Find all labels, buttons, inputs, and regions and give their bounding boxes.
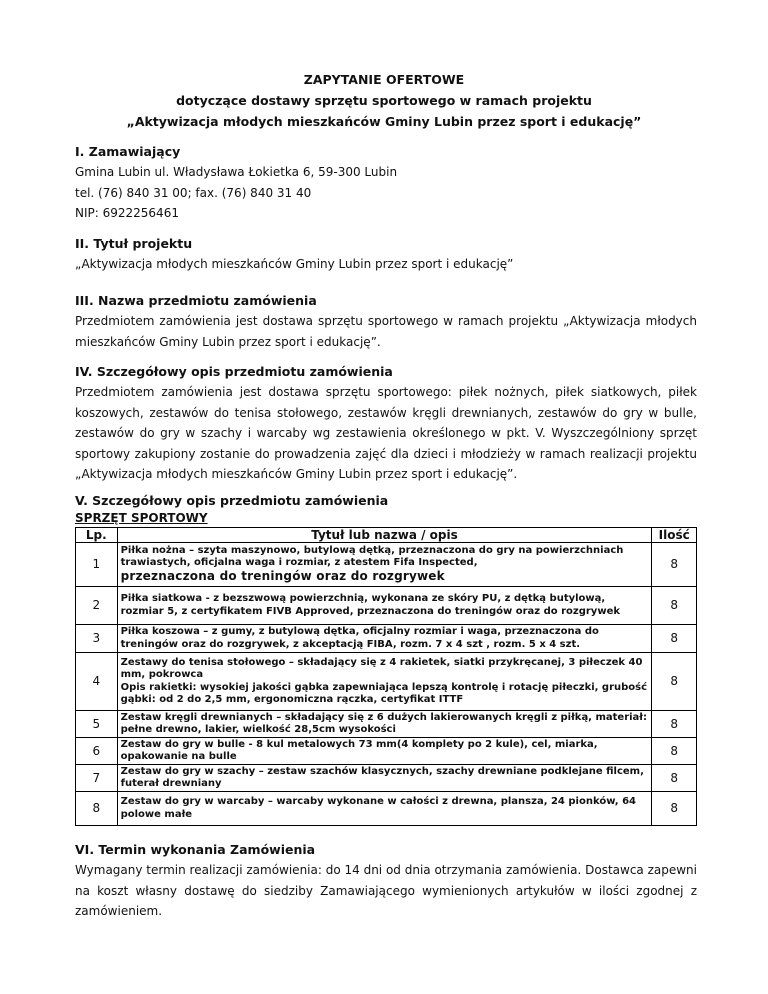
row-quantity: 8 [652, 765, 697, 792]
table-row [76, 653, 697, 711]
row-number: 1 [76, 543, 118, 587]
section-title: II. Tytuł projektu [75, 236, 193, 251]
column-header-lp: Lp. [76, 528, 118, 543]
header-subtitle: dotyczące dostawy sprzętu sportowego w ramach projektu [176, 93, 592, 108]
table-row [76, 625, 697, 653]
row-description: Zestaw kręgli drewnianych – składający się z 6 dużych lakierowanych kręgli z piłką, materiał: pełne drewno, lakier, wielkość 28,5cm wysokości [117, 711, 652, 738]
row-number: 3 [76, 625, 118, 653]
address-line: Gmina Lubin ul. Władysława Łokietka 6, 59-300 Lubin [75, 165, 398, 179]
section-order-name [75, 291, 697, 352]
row-number: 6 [76, 738, 118, 765]
nip-line: NIP: 6922256461 [75, 206, 179, 220]
section-text: Przedmiotem zamówienia jest dostawa sprzętu sportowego: piłek nożnych, piłek siatkowych, piłek koszowych, zestawów do tenisa stołowego, zestawów kręgli drewnianych, zestawów do gry w bulle, zestawów do gry w szachy i warcaby wg zestawienia określonego w pkt. V. Wyszczególniony sprzęt sportowy zakupiony zostanie do prowadzenia zajęć dla dzieci i młodzieży w ramach realizacji projektu „Aktywizacja młodych mieszkańców Gminy Lubin przez sport i edukację”. [75, 385, 697, 481]
column-header-name: Tytuł lub nazwa / opis [117, 528, 652, 543]
column-header-qty: Ilość [652, 528, 697, 543]
row-number: 2 [76, 587, 118, 625]
row-quantity: 8 [652, 711, 697, 738]
table-row [76, 765, 697, 792]
section-title: VI. Termin wykonania Zamówienia [75, 842, 316, 857]
section-text: Wymagany termin realizacji zamówienia: do 14 dni od dnia otrzymania zamówienia. Dostawca zapewni na koszt własny dostawę do siedziby Zamawiającego wymienionych artykułów w ilości zgodnej z zamówieniem. [75, 863, 697, 918]
description-text: Zestawy do tenisa stołowego – składający się z 4 rakietek, siatki przykręcanej, 3 piłeczek 40 mm, pokrowca [120, 656, 643, 681]
row-quantity: 8 [652, 543, 697, 587]
row-number: 5 [76, 711, 118, 738]
table-row [76, 738, 697, 765]
table-row [76, 711, 697, 738]
row-description [117, 543, 652, 587]
table-row [76, 543, 697, 587]
section-text: Przedmiotem zamówienia jest dostawa sprzętu sportowego w ramach projektu „Aktywizacja młodych mieszkańców Gminy Lubin przez sport i edukację”. [75, 314, 697, 349]
row-number: 4 [76, 653, 118, 711]
section-title: IV. Szczegółowy opis przedmiotu zamówienia [75, 364, 393, 379]
row-quantity: 8 [652, 792, 697, 826]
table-row [76, 792, 697, 826]
description-text: Piłka nożna – szyta maszynowo, butylową dętką, przeznaczona do gry na powierzchniach trawiastych, oficjalna waga i rozmiar, z atestem Fifa Inspected, [120, 544, 624, 569]
section-text: „Aktywizacja młodych mieszkańców Gminy Lubin przez sport i edukację” [75, 257, 514, 271]
row-number: 8 [76, 792, 118, 826]
row-quantity: 8 [652, 653, 697, 711]
row-description: Zestaw do gry w bulle - 8 kul metalowych 73 mm(4 komplety po 2 kule), cel, miarka, opakowanie na bulle [117, 738, 652, 765]
phone-line: tel. (76) 840 31 00; fax. (76) 840 31 40 [75, 185, 312, 200]
section-deadline [75, 840, 697, 922]
equipment-subtitle: SPRZĘT SPORTOWY [75, 511, 208, 525]
description-text-extra: przeznaczona do treningów oraz do rozgrywek [120, 568, 445, 583]
table-row [76, 587, 697, 625]
row-description: Piłka siatkowa - z bezszwową powierzchnią, wykonana ze skóry PU, z dętką butylową, rozmiar 5, z certyfikatem FIVB Approved, przeznaczona do treningów oraz do rozgrywek [117, 587, 652, 625]
section-order-description [75, 362, 697, 485]
table-header-row [76, 528, 697, 543]
header-title: ZAPYTANIE OFERTOWE [303, 72, 465, 87]
row-number: 7 [76, 765, 118, 792]
document-header [0, 69, 768, 132]
section-title: I. Zamawiający [75, 144, 181, 159]
header-project-name: „Aktywizacja młodych mieszkańców Gminy Lubin przez sport i edukację” [126, 114, 642, 129]
section-project-title [75, 234, 697, 275]
description-text-extra: Opis rakietki: wysokiej jakości gąbka zapewniająca lepszą kontrolę i rotację piłeczki, grubość gąbki: od 2 do 2,5 mm, ergonomiczna rączka, certyfikat ITTF [120, 681, 648, 705]
row-description: Piłka koszowa – z gumy, z butylową dętka, oficjalny rozmiar i waga, przeznaczona do treningów oraz do rozgrywek, z akceptacją FIBA, rozm. 7 x 4 szt , rozm. 5 x 4 szt. [117, 625, 652, 653]
section-zamawiajacy [75, 142, 697, 224]
section-equipment [75, 491, 697, 525]
equipment-table [75, 527, 697, 826]
row-description: Zestaw do gry w szachy – zestaw szachów klasycznych, szachy drewniane podklejane filcem, futerał drewniany [117, 765, 652, 792]
row-quantity: 8 [652, 738, 697, 765]
row-quantity: 8 [652, 625, 697, 653]
row-quantity: 8 [652, 587, 697, 625]
row-description: Zestaw do gry w warcaby – warcaby wykonane w całości z drewna, plansza, 24 pionków, 64 polowe małe [117, 792, 652, 826]
section-title: V. Szczegółowy opis przedmiotu zamówienia [75, 493, 389, 508]
section-title: III. Nazwa przedmiotu zamówienia [75, 293, 317, 308]
row-description [117, 653, 652, 711]
